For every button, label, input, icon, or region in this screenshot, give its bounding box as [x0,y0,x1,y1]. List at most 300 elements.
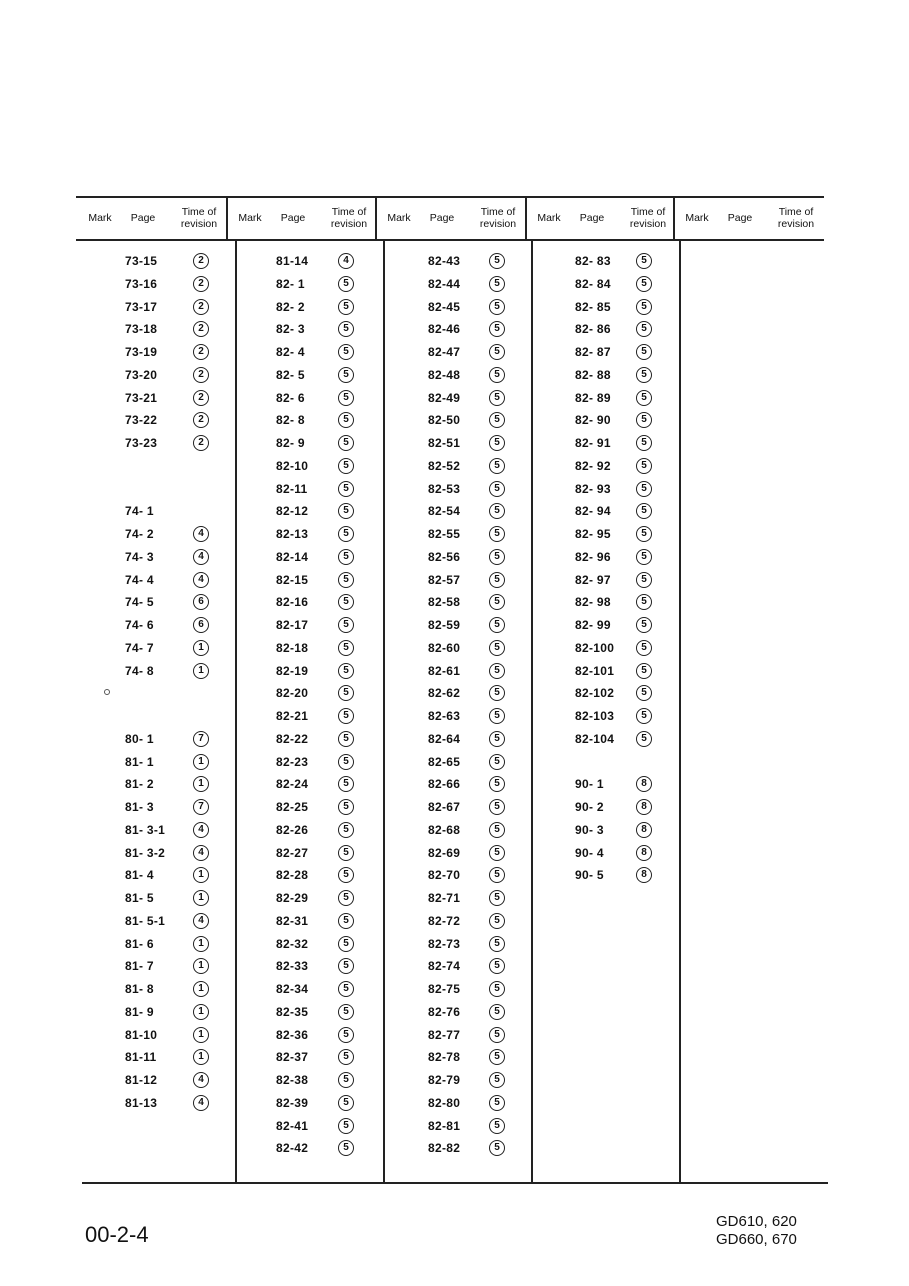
page-entry: 82-28 [276,868,309,883]
page-entry: 82-104 [575,731,615,746]
page-entry: 81-13 [125,1095,158,1110]
page-entry: 81- 5 [125,891,154,905]
revision-number-circle: 5 [636,344,652,360]
revision-number-circle: 5 [338,344,354,360]
revision-number-circle: 5 [636,299,652,315]
page-entry: 82-43 [428,254,461,268]
page-entry: 82- 96 [575,549,611,564]
page-entry: 82- 8 [276,413,305,428]
page-entry: 82-103 [575,709,615,723]
col-divider-4-body [679,241,681,1183]
header-bottom-rule [76,239,824,241]
revision-number-circle: 5 [489,731,505,747]
page-entry: 82-56 [428,549,461,564]
revision-number-circle: 8 [636,799,652,815]
revision-number-circle: 5 [636,367,652,383]
revision-number-circle: 5 [489,776,505,792]
revision-number-circle: 6 [193,594,209,610]
revision-number-circle: 5 [489,1004,505,1020]
page-entry: 82-75 [428,982,461,996]
revision-number-circle: 5 [636,276,652,292]
page-entry: 90- 4 [575,845,604,860]
revision-number-circle: 5 [489,822,505,838]
revision-number-circle: 5 [636,458,652,474]
revision-number-circle: 5 [489,481,505,497]
revision-number-circle: 5 [338,1072,354,1088]
revision-number-circle: 5 [636,640,652,656]
page-entry: 82-74 [428,959,461,974]
revision-number-circle: 5 [489,526,505,542]
revision-number-circle: 1 [193,867,209,883]
revision-number-circle: 4 [193,572,209,588]
revision-number-circle: 5 [636,731,652,747]
page-entry: 74- 4 [125,572,154,587]
revision-number-circle: 5 [636,503,652,519]
revision-number-circle: 5 [489,458,505,474]
page-entry: 74- 1 [125,504,154,519]
revision-number-circle: 5 [338,1004,354,1020]
page-entry: 82-37 [276,1050,309,1065]
model-line-2: GD660, 670 [716,1231,797,1248]
revision-number-circle: 1 [193,754,209,770]
page-entry: 73-16 [125,276,158,291]
revision-number-circle: 5 [489,640,505,656]
revision-number-circle: 5 [489,958,505,974]
revision-number-circle: 2 [193,321,209,337]
page-entry: 81- 3 [125,800,154,814]
page-entry: 82-77 [428,1027,461,1042]
page-entry: 82-34 [276,982,309,996]
page-entry: 80- 1 [125,731,154,746]
page-entry: 81- 7 [125,959,154,974]
revision-number-circle: 1 [193,1004,209,1020]
revision-number-circle: 2 [193,344,209,360]
page-entry: 82-27 [276,845,309,860]
revision-number-circle: 5 [636,572,652,588]
page-entry: 82- 83 [575,254,611,268]
page-entry: 82-36 [276,1027,309,1042]
revision-number-circle: 1 [193,981,209,997]
revision-number-circle: 5 [338,867,354,883]
revision-number-circle: 5 [338,958,354,974]
revision-number-circle: 5 [338,936,354,952]
revision-number-circle: 5 [636,708,652,724]
page-number: 00-2-4 [85,1222,149,1247]
revision-number-circle: 5 [489,503,505,519]
revision-number-circle: 5 [338,503,354,519]
revision-number-circle: 1 [193,890,209,906]
page-entry: 82-50 [428,413,461,428]
page-entry: 82-41 [276,1118,309,1133]
page-entry: 82- 88 [575,367,611,382]
revision-number-circle: 5 [489,549,505,565]
page-entry: 81- 8 [125,982,154,996]
page-entry: 82- 90 [575,413,611,428]
revision-number-circle: 5 [489,1140,505,1156]
page-entry: 82-71 [428,891,461,905]
page-entry: 82-46 [428,322,461,337]
page-entry: 82-12 [276,504,309,519]
revision-number-circle: 5 [489,617,505,633]
page-entry: 74- 7 [125,640,154,655]
revision-number-circle: 5 [636,617,652,633]
page-entry: 82-70 [428,868,461,883]
page-entry: 82-15 [276,572,309,587]
revision-number-circle: 5 [489,572,505,588]
revision-number-circle: 5 [489,1118,505,1134]
header-page-4: Page [579,212,605,224]
revision-number-circle: 5 [489,708,505,724]
revision-number-circle: 5 [338,549,354,565]
page-entry: 73-21 [125,390,158,405]
page-entry: 82-68 [428,822,461,837]
page-entry: 82- 95 [575,527,611,541]
page-entry: 82-17 [276,618,309,632]
header-time-of: Time of [181,206,217,218]
revision-number-circle: 5 [338,321,354,337]
page-entry: 90- 1 [575,777,604,792]
page-entry: 82- 97 [575,572,611,587]
revision-number-circle: 5 [489,913,505,929]
page-entry: 82-42 [276,1141,309,1156]
header-time-of: Time of [778,206,814,218]
page-entry: 81- 3-1 [125,822,166,837]
page-entry: 82- 87 [575,345,611,359]
revision-number-circle: 5 [489,299,505,315]
page-entry: 82- 2 [276,299,305,314]
page-entry: 82-102 [575,686,615,701]
page-entry: 82-44 [428,276,461,291]
header-revision: revision [180,218,218,230]
revision-number-circle: 5 [338,1049,354,1065]
page-entry: 82-35 [276,1004,309,1019]
revision-number-circle: 5 [338,663,354,679]
page-entry: 90- 3 [575,822,604,837]
col-divider-1-body [235,241,237,1183]
revision-number-circle: 5 [338,981,354,997]
page-entry: 73-22 [125,413,158,428]
page-entry: 82-82 [428,1141,461,1156]
page-entry: 81- 5-1 [125,913,166,928]
header-time-of-revision-1 [171,206,227,230]
revision-number-circle: 4 [193,526,209,542]
revision-number-circle: 5 [338,526,354,542]
revision-number-circle: 5 [338,845,354,861]
page-entry: 82- 5 [276,367,305,382]
revision-number-circle: 5 [489,367,505,383]
col-divider-2-body [383,241,385,1183]
header-time-of: Time of [630,206,666,218]
stray-mark [104,689,110,695]
revision-number-circle: 5 [489,594,505,610]
revision-number-circle: 5 [338,890,354,906]
revision-number-circle: 4 [193,549,209,565]
revision-number-circle: 5 [338,390,354,406]
revision-number-circle: 5 [636,253,652,269]
revision-number-circle: 5 [489,276,505,292]
table-bottom-rule [82,1182,828,1184]
revision-number-circle: 5 [338,481,354,497]
revision-number-circle: 5 [338,822,354,838]
header-revision: revision [479,218,517,230]
revision-number-circle: 5 [636,594,652,610]
page-entry: 82-52 [428,458,461,473]
revision-number-circle: 4 [193,845,209,861]
page-entry: 82- 86 [575,322,611,337]
header-mark-4: Mark [537,212,561,224]
revision-number-circle: 2 [193,276,209,292]
page-entry: 82- 92 [575,458,611,473]
page-entry: 82-73 [428,936,461,951]
page-entry: 82- 9 [276,436,305,450]
revision-number-circle: 5 [338,594,354,610]
page-entry: 82-81 [428,1118,461,1133]
page-entry: 82-22 [276,731,309,746]
page-entry: 81- 9 [125,1004,154,1019]
page-entry: 82- 93 [575,481,611,496]
revision-number-circle: 5 [489,253,505,269]
header-time-of: Time of [480,206,516,218]
page-entry: 82- 1 [276,276,305,291]
page-entry: 82-49 [428,390,461,405]
page-entry: 82-19 [276,663,309,678]
page-entry: 90- 5 [575,868,604,883]
revision-number-circle: 4 [193,1072,209,1088]
revision-number-circle: 5 [636,663,652,679]
page-entry: 82-57 [428,572,461,587]
revision-number-circle: 5 [489,754,505,770]
page-entry: 82-18 [276,640,309,655]
page-entry: 82- 84 [575,276,611,291]
revision-number-circle: 5 [338,435,354,451]
revision-number-circle: 5 [338,708,354,724]
revision-number-circle: 7 [193,731,209,747]
page-entry: 74- 3 [125,549,154,564]
revision-number-circle: 5 [636,435,652,451]
revision-number-circle: 5 [338,754,354,770]
table-top-rule [76,196,824,198]
revision-number-circle: 5 [489,845,505,861]
revision-number-circle: 4 [193,913,209,929]
page-entry: 73-19 [125,345,158,359]
revision-number-circle: 5 [636,390,652,406]
revision-number-circle: 2 [193,253,209,269]
revision-number-circle: 5 [338,731,354,747]
page-entry: 82-26 [276,822,309,837]
page-entry: 82-25 [276,800,309,814]
col-divider-3-body [531,241,533,1183]
page-entry: 74- 2 [125,527,154,541]
page-entry: 90- 2 [575,800,604,814]
page-entry: 82-61 [428,663,461,678]
page-entry: 82-53 [428,481,461,496]
page-entry: 82- 89 [575,390,611,405]
page-entry: 82-58 [428,595,461,610]
page-entry: 82-38 [276,1073,309,1087]
revision-number-circle: 7 [193,799,209,815]
revision-number-circle: 1 [193,776,209,792]
revision-number-circle: 5 [489,685,505,701]
page-entry: 82- 94 [575,504,611,519]
revision-number-circle: 4 [338,253,354,269]
revision-number-circle: 5 [338,412,354,428]
header-time-of: Time of [331,206,367,218]
revision-number-circle: 5 [338,776,354,792]
page-entry: 81- 6 [125,936,154,951]
page-entry: 82-59 [428,618,461,632]
revision-number-circle: 5 [489,435,505,451]
page-entry: 82-20 [276,686,309,701]
revision-number-circle: 2 [193,299,209,315]
page-entry: 82-16 [276,595,309,610]
revision-number-circle: 5 [636,549,652,565]
page-entry: 73-23 [125,436,158,450]
page-entry: 82-65 [428,754,461,769]
page-entry: 81-14 [276,254,309,268]
page-entry: 73-18 [125,322,158,337]
page-entry: 73-15 [125,254,158,268]
revision-number-circle: 5 [489,321,505,337]
revision-number-circle: 5 [338,913,354,929]
revision-number-circle: 5 [338,1095,354,1111]
revision-number-circle: 5 [636,685,652,701]
page-entry: 82-51 [428,436,461,450]
revision-number-circle: 5 [489,981,505,997]
revision-number-circle: 8 [636,822,652,838]
page-entry: 82-14 [276,549,309,564]
revision-number-circle: 5 [489,867,505,883]
revision-number-circle: 5 [489,390,505,406]
revision-number-circle: 1 [193,640,209,656]
page-entry: 82-55 [428,527,461,541]
page-entry: 82- 91 [575,436,611,450]
revision-number-circle: 5 [338,276,354,292]
revision-number-circle: 2 [193,412,209,428]
revision-number-circle: 2 [193,367,209,383]
page-entry: 82-39 [276,1095,309,1110]
revision-number-circle: 5 [489,1095,505,1111]
header-mark-3: Mark [387,212,411,224]
revision-number-circle: 5 [636,412,652,428]
page-entry: 81- 2 [125,777,154,792]
page-entry: 82- 99 [575,618,611,632]
model-numbers [716,1213,797,1249]
revision-number-circle: 5 [338,1140,354,1156]
page-entry: 74- 6 [125,618,154,632]
header-time-of-revision-3 [470,206,526,230]
page-entry: 82-11 [276,481,308,496]
header-mark-5: Mark [685,212,709,224]
page-entry: 82-66 [428,777,461,792]
page-entry: 82-10 [276,458,309,473]
revision-number-circle: 8 [636,867,652,883]
revision-number-circle: 5 [338,799,354,815]
revision-number-circle: 5 [489,799,505,815]
page-entry: 73-17 [125,299,158,314]
revision-number-circle: 1 [193,1027,209,1043]
page-entry: 82-13 [276,527,309,541]
page-entry: 82- 6 [276,390,305,405]
revision-number-circle: 5 [338,572,354,588]
revision-number-circle: 2 [193,435,209,451]
page-entry: 74- 5 [125,595,154,610]
page-entry: 81- 4 [125,868,154,883]
revision-number-circle: 5 [338,1118,354,1134]
page-entry: 82-47 [428,345,461,359]
header-mark-2: Mark [238,212,262,224]
page-entry: 82-64 [428,731,461,746]
page-entry: 82-54 [428,504,461,519]
page-entry: 82-33 [276,959,309,974]
revision-number-circle: 5 [338,685,354,701]
revision-number-circle: 5 [636,526,652,542]
page-entry: 82-100 [575,640,615,655]
page-entry: 81- 1 [125,754,154,769]
page-entry: 81- 3-2 [125,845,166,860]
page-entry: 82-63 [428,709,461,723]
page-entry: 82-31 [276,913,309,928]
revision-number-circle: 8 [636,776,652,792]
page-entry: 82-62 [428,686,461,701]
page-entry: 81-12 [125,1073,158,1087]
page-entry: 82-67 [428,800,461,814]
revision-number-circle: 5 [338,367,354,383]
header-revision: revision [777,218,815,230]
revision-number-circle: 5 [338,299,354,315]
header-mark-1: Mark [88,212,112,224]
page-entry: 82-48 [428,367,461,382]
page-entry: 82-29 [276,891,309,905]
page-entry: 82-69 [428,845,461,860]
revision-number-circle: 4 [193,1095,209,1111]
page-entry: 81-10 [125,1027,158,1042]
page-entry: 82-80 [428,1095,461,1110]
revision-number-circle: 1 [193,663,209,679]
revision-number-circle: 5 [489,412,505,428]
page-entry: 82-60 [428,640,461,655]
header-time-of-revision-5 [768,206,824,230]
revision-number-circle: 6 [193,617,209,633]
page-entry: 82- 98 [575,595,611,610]
header-revision: revision [330,218,368,230]
page-entry: 82-21 [276,709,309,723]
page-entry: 82-23 [276,754,309,769]
revision-number-circle: 4 [193,822,209,838]
revision-number-circle: 5 [338,617,354,633]
page-entry: 81-11 [125,1050,157,1065]
model-line-1: GD610, 620 [716,1213,797,1230]
page-entry: 82-76 [428,1004,461,1019]
page-entry: 74- 8 [125,663,154,678]
page-entry: 82-72 [428,913,461,928]
revision-number-circle: 5 [489,1049,505,1065]
page-entry: 73-20 [125,367,158,382]
header-revision: revision [629,218,667,230]
page-entry: 82-32 [276,936,309,951]
revision-number-circle: 5 [338,640,354,656]
revision-number-circle: 5 [489,1027,505,1043]
revision-number-circle: 1 [193,1049,209,1065]
header-time-of-revision-4 [620,206,676,230]
header-page-2: Page [280,212,306,224]
page-entry: 82-24 [276,777,309,792]
revision-number-circle: 5 [338,458,354,474]
page-entry: 82-79 [428,1073,461,1087]
revision-number-circle: 5 [636,321,652,337]
page-entry: 82- 85 [575,299,611,314]
page-entry: 82- 3 [276,322,305,337]
page-entry: 82-45 [428,299,461,314]
